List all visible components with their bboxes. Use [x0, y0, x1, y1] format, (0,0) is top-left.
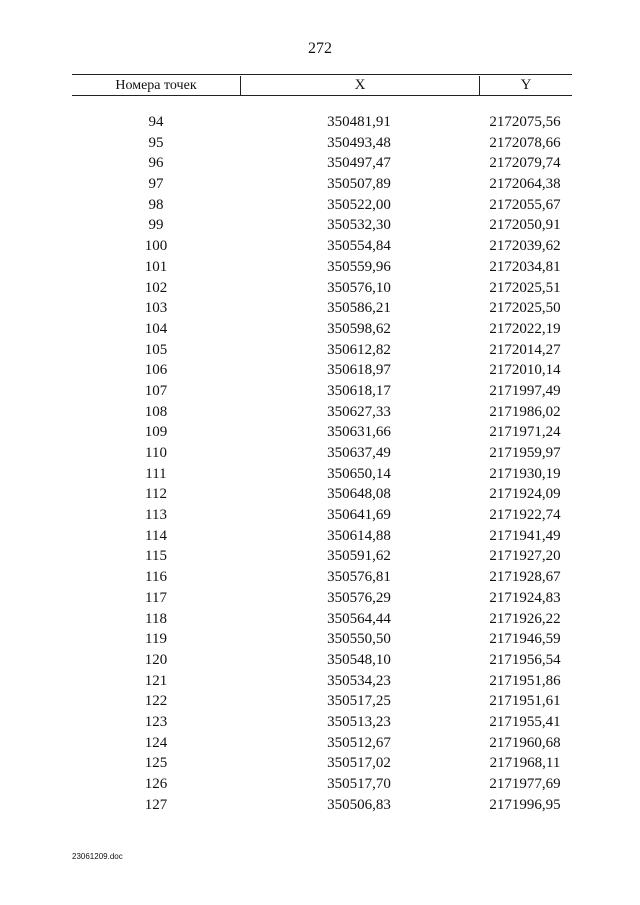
table-row: [72, 278, 572, 299]
x-coordinate-cell: 350550,50: [327, 631, 391, 648]
point-number-cell: 98: [148, 196, 164, 213]
x-coordinate-cell: 350564,44: [327, 610, 391, 627]
point-number-cell: 95: [148, 134, 164, 151]
y-coordinate-cell: 2171955,41: [489, 713, 561, 730]
y-coordinate-cell: 2172075,56: [489, 114, 561, 130]
table-row: [72, 464, 572, 485]
y-coordinate-cell: 2171941,49: [489, 527, 561, 544]
y-coordinate-cell: 2171926,22: [489, 610, 561, 627]
y-coordinate-cell: 2172014,27: [489, 341, 561, 358]
point-number-cell: 119: [145, 631, 167, 648]
x-coordinate-cell: 350591,62: [327, 548, 391, 565]
table-row: [72, 733, 572, 754]
table-row: [72, 112, 572, 133]
y-coordinate-cell: 2172079,74: [489, 155, 561, 172]
y-coordinate-cell: 2171930,19: [489, 465, 561, 482]
y-coordinate-cell: 2171971,24: [489, 424, 561, 441]
point-number-cell: 109: [144, 424, 168, 441]
x-coordinate-cell: 350612,82: [327, 341, 391, 358]
x-coordinate-cell: 350559,96: [327, 258, 391, 275]
table-header: [72, 76, 572, 95]
table-header-top-rule: [72, 74, 572, 75]
header-y: Y: [479, 76, 572, 95]
table-row: [72, 546, 572, 567]
header-x: X: [240, 76, 479, 95]
point-number-cell: 118: [145, 610, 167, 627]
table-row: [72, 567, 572, 588]
table-row: [72, 340, 572, 361]
table-row: [72, 712, 572, 733]
y-coordinate-cell: 2171960,68: [489, 734, 561, 751]
y-coordinate-cell: 2172010,14: [489, 362, 561, 379]
point-number-cell: 94: [148, 114, 164, 130]
point-number-cell: 96: [148, 155, 164, 172]
point-number-cell: 113: [145, 507, 167, 524]
x-coordinate-cell: 350512,67: [327, 734, 391, 751]
table-row: [72, 174, 572, 195]
point-number-cell: 110: [145, 445, 167, 461]
x-coordinate-cell: 350586,21: [327, 300, 391, 317]
y-coordinate-cell: 2171986,02: [489, 403, 561, 420]
table-row: [72, 629, 572, 650]
point-number-cell: 100: [144, 238, 168, 255]
x-coordinate-cell: 350576,10: [327, 279, 391, 296]
y-coordinate-cell: 2171924,09: [489, 486, 561, 503]
table-row: [72, 753, 572, 774]
table-row: [72, 526, 572, 547]
table-row: [72, 195, 572, 216]
table-row: [72, 422, 572, 443]
table-header-bottom-rule: [72, 95, 572, 96]
x-coordinate-cell: 350548,10: [327, 651, 391, 668]
x-coordinate-cell: 350554,84: [327, 238, 391, 255]
point-number-cell: 103: [144, 300, 168, 317]
y-coordinate-cell: 2172039,62: [489, 238, 561, 255]
y-coordinate-cell: 2172050,91: [489, 217, 561, 234]
y-coordinate-cell: 2171922,74: [489, 507, 561, 524]
point-number-cell: 123: [144, 713, 168, 730]
table-row: [72, 774, 572, 795]
table-row: [72, 691, 572, 712]
table-row: [72, 381, 572, 402]
point-number-cell: 126: [144, 776, 168, 792]
x-coordinate-cell: 350534,23: [327, 672, 391, 689]
point-number-cell: 122: [144, 693, 168, 710]
y-coordinate-cell: 2172025,51: [489, 279, 561, 296]
table-row: [72, 484, 572, 505]
point-number-cell: 114: [145, 527, 167, 544]
y-coordinate-cell: 2171946,59: [489, 631, 561, 648]
y-coordinate-cell: 2171968,11: [489, 755, 561, 772]
y-coordinate-cell: 2172064,38: [489, 176, 561, 193]
coordinates-table-body: [72, 112, 572, 815]
point-number-cell: 101: [144, 258, 168, 275]
table-row: [72, 588, 572, 609]
y-coordinate-cell: 2171927,20: [489, 548, 561, 565]
point-number-cell: 99: [148, 217, 164, 234]
y-coordinate-cell: 2172078,66: [489, 134, 561, 151]
y-coordinate-cell: 2171996,95: [489, 796, 561, 813]
y-coordinate-cell: 2172055,67: [489, 196, 561, 213]
point-number-cell: 116: [145, 569, 167, 586]
point-number-cell: 120: [144, 651, 168, 668]
x-coordinate-cell: 350618,97: [327, 362, 391, 379]
x-coordinate-cell: 350637,49: [327, 445, 391, 461]
table-row: [72, 795, 572, 816]
x-coordinate-cell: 350517,02: [327, 755, 391, 772]
x-coordinate-cell: 350532,30: [327, 217, 391, 234]
x-coordinate-cell: 350506,83: [327, 796, 391, 813]
page-number: 272: [308, 40, 332, 57]
table-row: [72, 443, 572, 464]
x-coordinate-cell: 350517,25: [327, 693, 391, 710]
x-coordinate-cell: 350522,00: [327, 196, 391, 213]
table-row: [72, 402, 572, 423]
point-number-cell: 104: [144, 320, 168, 337]
table-row: [72, 609, 572, 630]
y-coordinate-cell: 2171956,54: [489, 651, 561, 668]
x-coordinate-cell: 350648,08: [327, 486, 391, 503]
x-coordinate-cell: 350598,62: [327, 320, 391, 337]
point-number-cell: 108: [144, 403, 168, 420]
table-row: [72, 215, 572, 236]
y-coordinate-cell: 2171928,67: [489, 569, 561, 586]
x-coordinate-cell: 350493,48: [327, 134, 391, 151]
x-coordinate-cell: 350507,89: [327, 176, 391, 193]
y-coordinate-cell: 2171951,61: [489, 693, 561, 710]
x-coordinate-cell: 350650,14: [327, 465, 391, 482]
point-number-cell: 124: [144, 734, 168, 751]
point-number-cell: 106: [144, 362, 168, 379]
y-coordinate-cell: 2171959,97: [489, 445, 561, 461]
point-number-cell: 107: [144, 382, 168, 399]
table-row: [72, 298, 572, 319]
header-point-numbers: Номера точек: [115, 78, 197, 93]
table-row: [72, 671, 572, 692]
point-number-cell: 121: [144, 672, 168, 689]
point-number-cell: 112: [145, 486, 167, 503]
x-coordinate-cell: 350576,81: [327, 569, 391, 586]
footer-filename: 23061209.doc: [72, 852, 123, 861]
table-row: [72, 650, 572, 671]
x-coordinate-cell: 350618,17: [327, 382, 391, 399]
y-coordinate-cell: 2172022,19: [489, 320, 561, 337]
y-coordinate-cell: 2171997,49: [489, 382, 561, 399]
y-coordinate-cell: 2171977,69: [489, 776, 561, 792]
table-row: [72, 505, 572, 526]
x-coordinate-cell: 350481,91: [327, 114, 391, 130]
table-row: [72, 360, 572, 381]
y-coordinate-cell: 2171924,83: [489, 589, 561, 606]
x-coordinate-cell: 350513,23: [327, 713, 391, 730]
table-row: [72, 319, 572, 340]
y-coordinate-cell: 2171951,86: [489, 672, 561, 689]
table-row: [72, 236, 572, 257]
point-number-cell: 127: [144, 796, 168, 813]
x-coordinate-cell: 350641,69: [327, 507, 391, 524]
x-coordinate-cell: 350614,88: [327, 527, 391, 544]
x-coordinate-cell: 350627,33: [327, 403, 391, 420]
point-number-cell: 111: [145, 465, 167, 482]
point-number-cell: 105: [144, 341, 168, 358]
x-coordinate-cell: 350517,70: [327, 776, 391, 792]
table-row: [72, 133, 572, 154]
table-row: [72, 257, 572, 278]
x-coordinate-cell: 350631,66: [327, 424, 391, 441]
point-number-cell: 115: [145, 548, 167, 565]
x-coordinate-cell: 350576,29: [327, 589, 391, 606]
point-number-cell: 117: [145, 589, 167, 606]
table-row: [72, 153, 572, 174]
y-coordinate-cell: 2172034,81: [489, 258, 561, 275]
point-number-cell: 97: [148, 176, 164, 193]
x-coordinate-cell: 350497,47: [327, 155, 391, 172]
point-number-cell: 102: [144, 279, 168, 296]
point-number-cell: 125: [144, 755, 168, 772]
y-coordinate-cell: 2172025,50: [489, 300, 561, 317]
